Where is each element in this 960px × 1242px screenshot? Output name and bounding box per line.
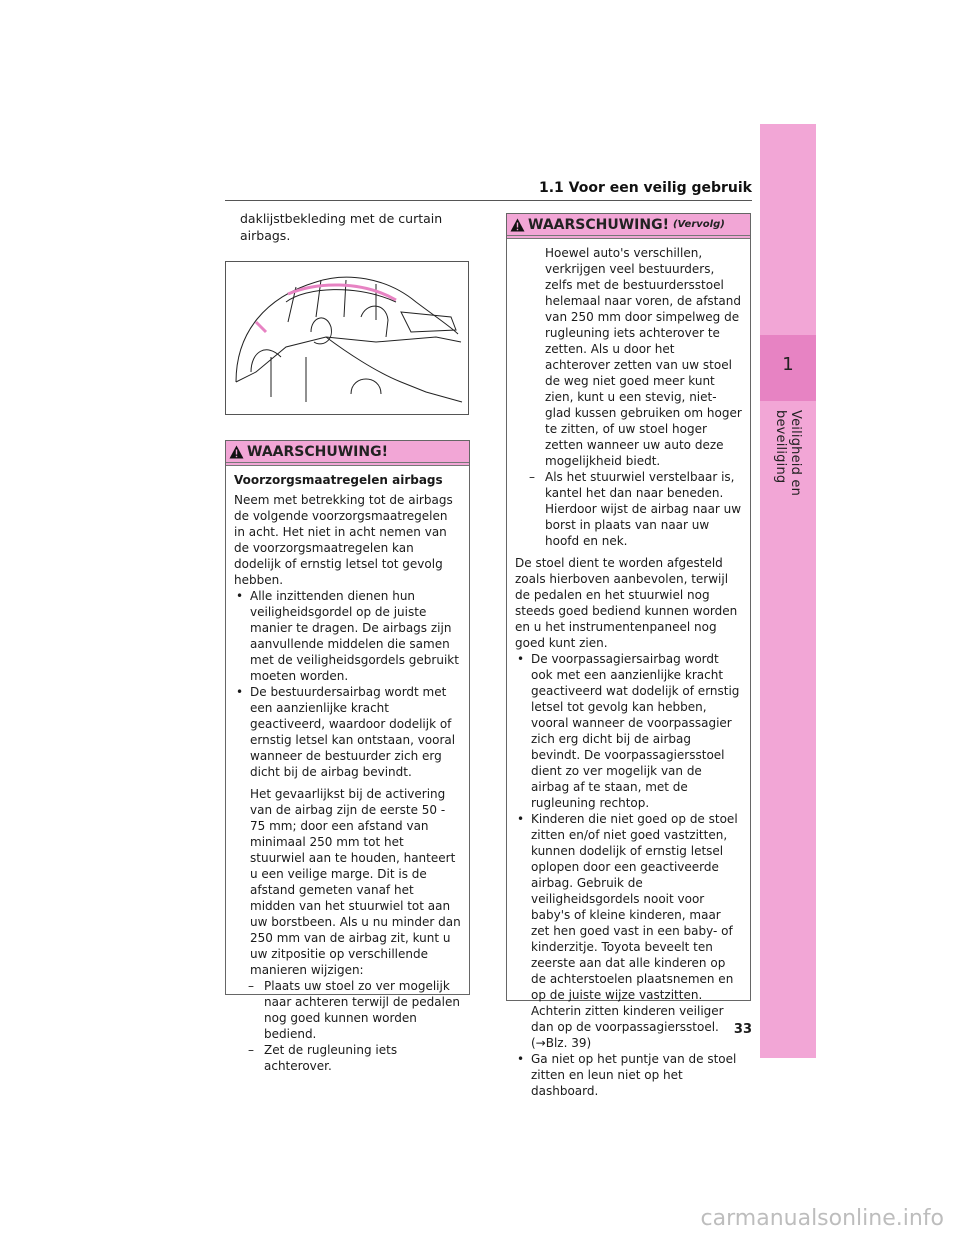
header-divider bbox=[225, 200, 752, 201]
warning-triangle-icon bbox=[510, 218, 525, 232]
warning-paragraph: De stoel dient te worden afgesteld zoals hierboven aanbevolen, terwijl de pedalen en het stuurwiel nog steeds goed bediend kunnen worden en u het instrumentenpaneel nog goed kunt zien. bbox=[515, 556, 738, 650]
car-interior-airbag-illustration bbox=[225, 261, 469, 415]
chapter-label-wrap bbox=[760, 410, 816, 570]
page-number: 33 bbox=[733, 1022, 752, 1037]
warning-body bbox=[507, 239, 750, 1099]
chapter-number: 1 bbox=[782, 354, 794, 375]
warning-body bbox=[226, 466, 469, 1074]
warning-dash-item: – Als het stuurwiel verstelbaar is, kantel het dan naar beneden. Hierdoor wijst de airbag naar uw borst in plaats van naar uw hoofd en nek. bbox=[515, 469, 742, 549]
warning-triangle-icon bbox=[229, 445, 244, 459]
car-illustration-svg bbox=[226, 262, 468, 414]
warning-bullet: • Alle inzittenden dienen hun veiligheidsgordel op de juiste manier te dragen. De airbags zijn aanvullende middelen die samen met de veiligheidsgordels gebruikt moeten worden. bbox=[234, 588, 461, 684]
warning-title: WAARSCHUWING! bbox=[247, 443, 388, 460]
section-title: 1.1 Voor een veilig gebruik bbox=[538, 180, 752, 196]
warning-bullet: • Kinderen die niet goed op de stoel zitten en/of niet goed vastzitten, kunnen dodelijk of ernstig letsel oplopen door een geactiveerde airbag. Gebruik de veiligheidsgordels nooit voor baby's of kleine kinderen, maar zet hen goed vast in een baby- of kinderzitje. Toyota beveelt ten zeerste aan dat alle kinderen op de achterstoelen plaatsnemen en op de juiste wijze vastzitten. Achterin zitten kinderen veiliger dan op de voorpassagiersstoel. (→Blz. 39) bbox=[515, 811, 742, 1051]
warning-bullet: • Ga niet op het puntje van de stoel zitten en leun niet op het dashboard. bbox=[515, 1051, 742, 1099]
warning-subtitle: Voorzorgsmaatregelen airbags bbox=[234, 473, 443, 487]
warning-continued-label: (Vervolg) bbox=[672, 219, 725, 230]
chapter-label: Veiligheid en beveiliging bbox=[773, 410, 803, 497]
watermark: carmanualsonline.info bbox=[700, 1206, 944, 1231]
warning-intro: Neem met betrekking tot de airbags de volgende voorzorgsmaatregelen in acht. Het niet in acht nemen van de voorzorgsmaatregelen kan dodelijk of ernstig letsel tot gevolg hebben. bbox=[234, 493, 453, 587]
warning-header bbox=[507, 214, 750, 239]
warning-paragraph: Het gevaarlijkst bij de activering van de airbag zijn de eerste 50 - 75 mm; door een afstand van minimaal 250 mm tot het stuurwiel aan te houden, hanteert u een veilige marge. Dit is de afstand gemeten vanaf het midden van het stuurwiel tot aan uw borstbeen. Als u nu minder dan 250 mm van de airbag zit, kunt u uw zitpositie op verschillende manieren wijzigen: bbox=[250, 787, 461, 977]
warning-header bbox=[226, 441, 469, 466]
warning-box-airbag-precautions bbox=[225, 440, 470, 1073]
warning-dash-item: – Zet de rugleuning iets achterover. bbox=[234, 1042, 461, 1074]
chapter-side-tab bbox=[760, 124, 816, 1058]
warning-paragraph: Hoewel auto's verschillen, verkrijgen veel bestuurders, zelfs met de bestuurdersstoel helemaal naar voren, de afstand van 250 mm door simpelweg de rugleuning iets achterover te zetten. Als u door het achterover zetten van uw stoel de weg niet goed meer kunt zien, kunt u een stevig, niet-glad kussen gebruiken om hoger te zitten, of uw stoel hoger zetten wanneer uw auto deze mogelijkheid biedt. bbox=[545, 246, 742, 468]
warning-dash-item: – Plaats uw stoel zo ver mogelijk naar achteren terwijl de pedalen nog goed kunnen worden bediend. bbox=[234, 978, 461, 1042]
warning-bullet: • De voorpassagiersairbag wordt ook met een aanzienlijke kracht geactiveerd wat dodelijk of ernstig letsel tot gevolg kan hebben, vooral wanneer de voorpassagier zich erg dicht bij de airbag bevindt. De voorpassagiersstoel dient zo ver mogelijk van de airbag af te staan, met de rugleuning rechtop. bbox=[515, 651, 742, 811]
warning-bullet: • De bestuurdersairbag wordt met een aanzienlijke kracht geactiveerd, waardoor dodelijk of ernstig letsel kan ontstaan, vooral wanneer de bestuurder zich erg dicht bij de airbag bevindt. bbox=[234, 684, 461, 780]
intro-text: daklijstbekleding met de curtain airbags. bbox=[240, 211, 443, 243]
warning-title: WAARSCHUWING! bbox=[528, 216, 669, 233]
